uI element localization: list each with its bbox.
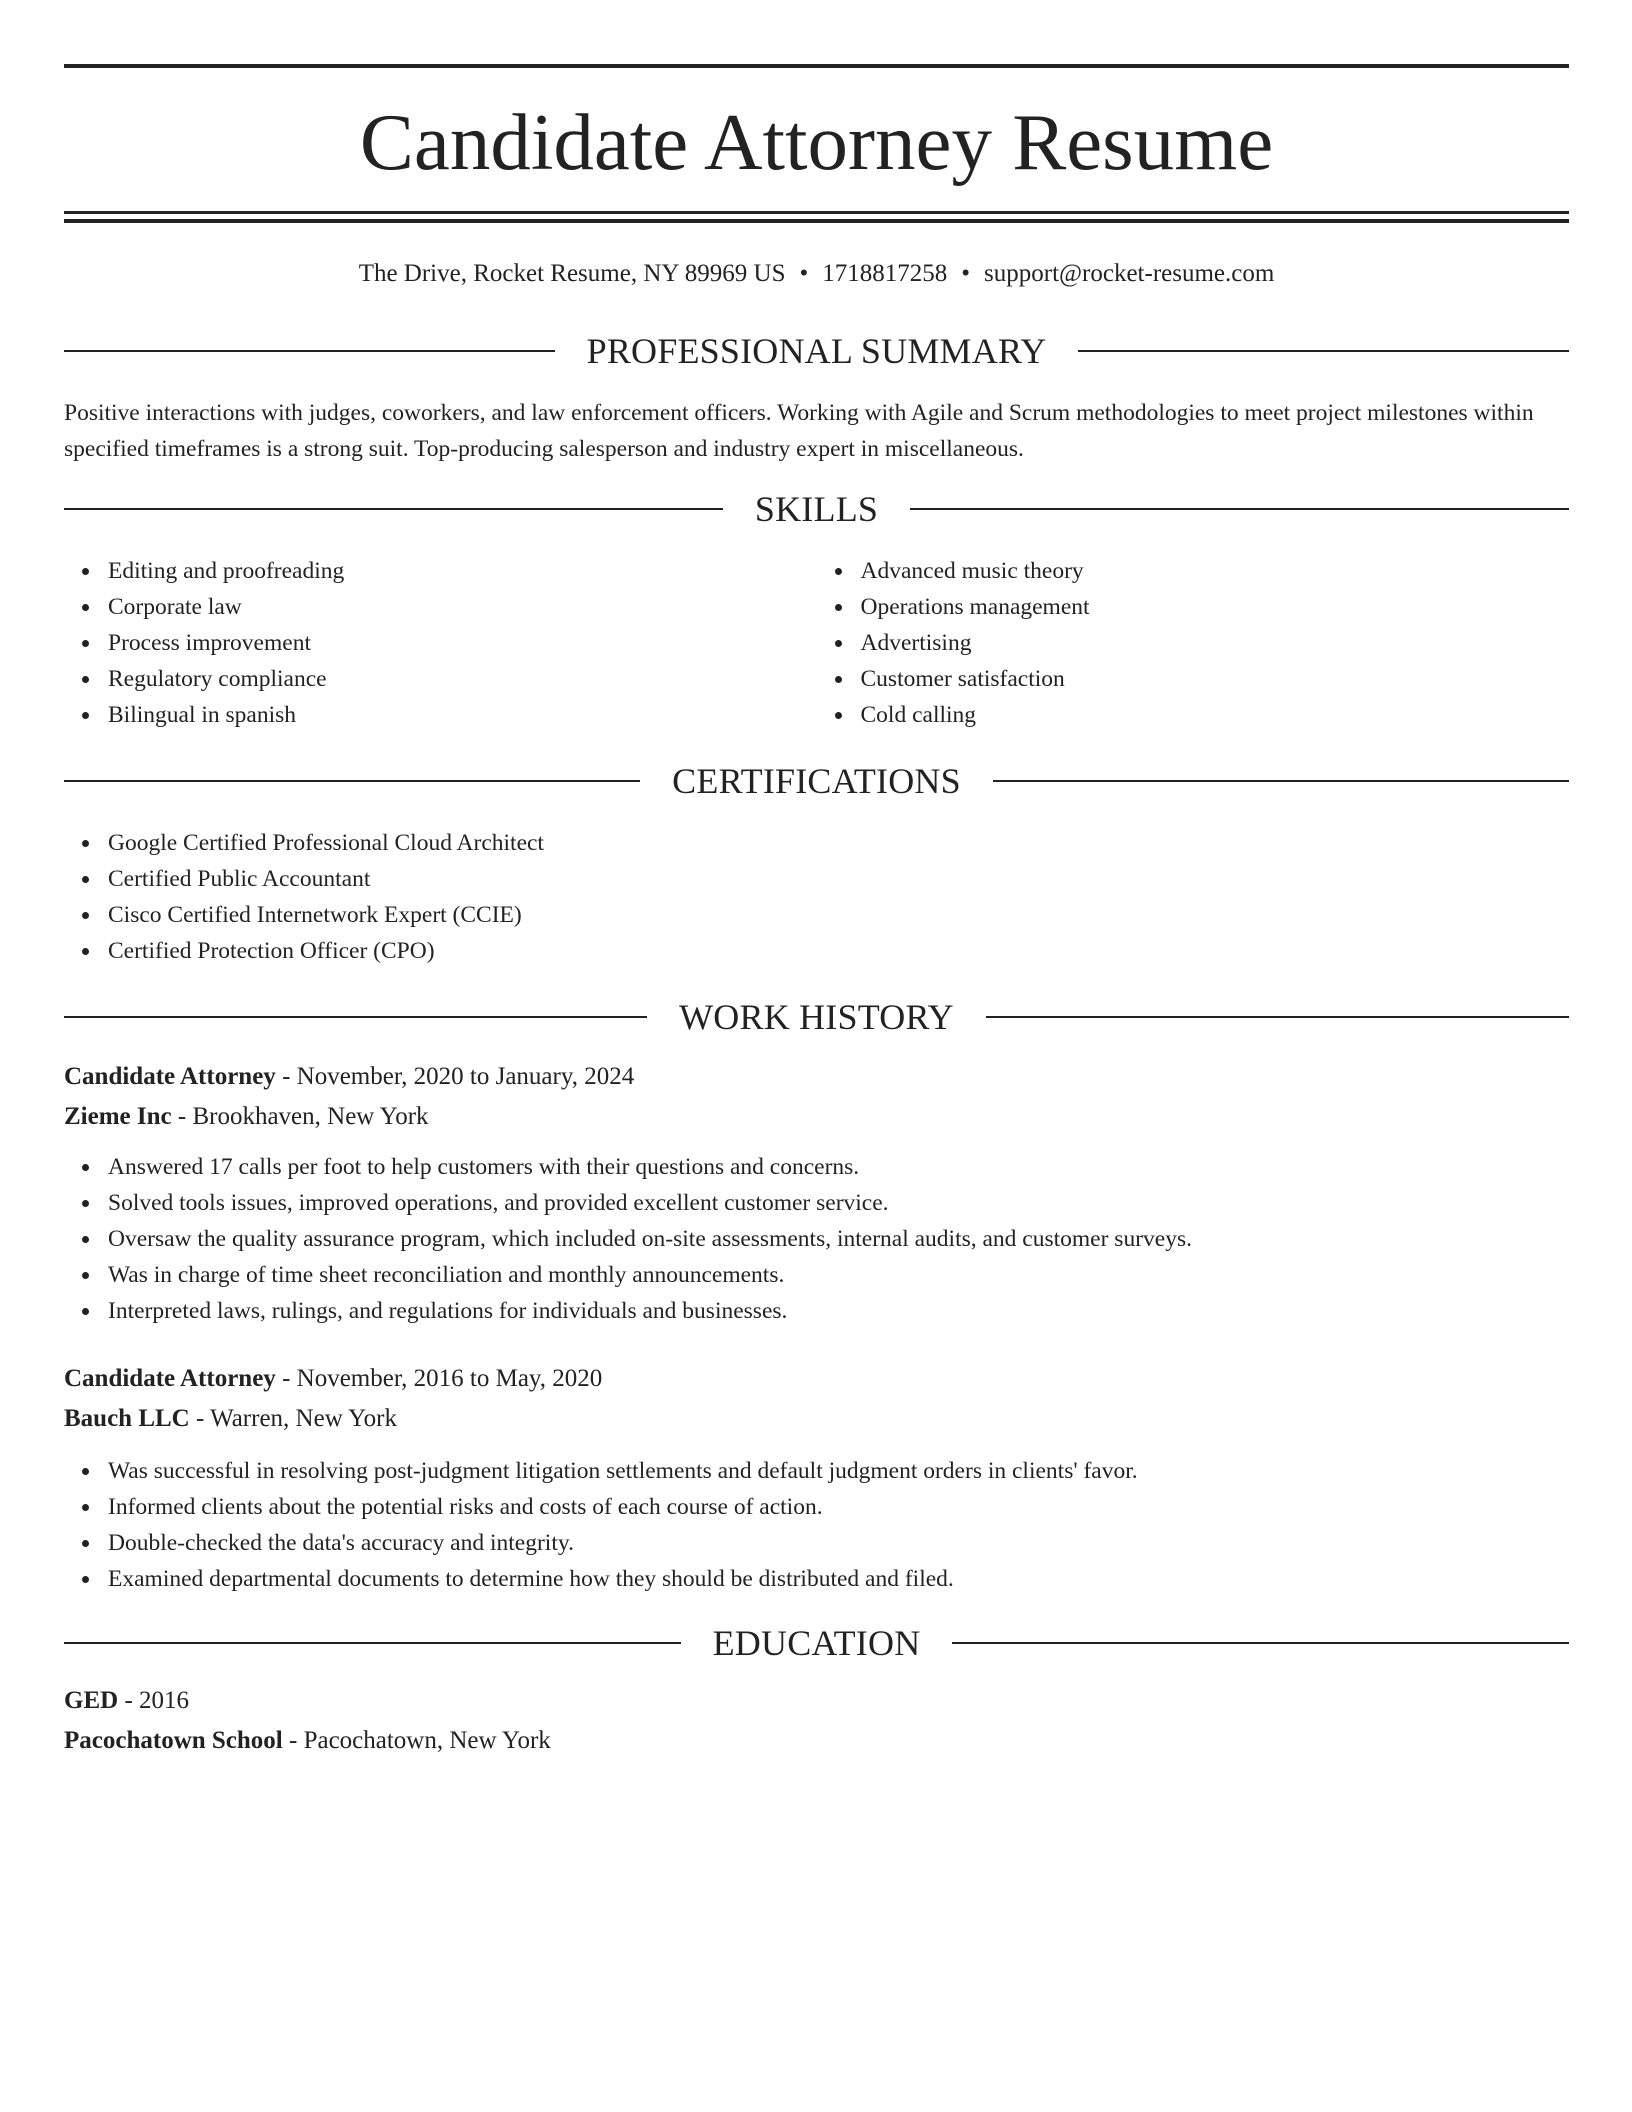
section-title: EDUCATION <box>712 1623 921 1663</box>
education-school-line <box>64 1721 1569 1761</box>
contact-separator: • <box>799 260 809 287</box>
job-duty-item: Oversaw the quality assurance program, which included on-site assessments, internal audits, and customer surveys. <box>108 1221 1569 1257</box>
heading-rule <box>952 1642 1569 1644</box>
certification-item: Google Certified Professional Cloud Architect <box>108 825 1569 861</box>
section-heading-summary <box>64 333 1569 369</box>
contact-address: The Drive, Rocket Resume, NY 89969 US <box>358 260 786 287</box>
job-entry <box>64 1057 1569 1329</box>
section-title: WORK HISTORY <box>679 997 954 1037</box>
skills-column-right <box>817 553 1570 733</box>
education-degree-line <box>64 1681 1569 1721</box>
section-title: SKILLS <box>754 489 879 529</box>
skill-item: Operations management <box>861 589 1570 625</box>
education-school: Pacochatown School <box>64 1727 283 1754</box>
job-location: - Brookhaven, New York <box>171 1103 429 1130</box>
heading-rule <box>64 508 723 510</box>
skill-item: Regulatory compliance <box>108 661 817 697</box>
job-duties-list <box>64 1453 1569 1597</box>
job-entry <box>64 1359 1569 1597</box>
education-year: - 2016 <box>118 1687 190 1714</box>
skill-item: Advanced music theory <box>861 553 1570 589</box>
contact-line <box>64 259 1569 289</box>
education-degree: GED <box>64 1687 119 1714</box>
job-duty-item: Double-checked the data's accuracy and integrity. <box>108 1525 1569 1561</box>
heading-rule <box>64 1016 647 1018</box>
job-duties-list <box>64 1149 1569 1329</box>
summary-text: Positive interactions with judges, coworkers, and law enforcement officers. Working with Agile and Scrum methodologies to meet project milestones within specified timeframes is a strong suit. Top-producing salesperson and industry expert in miscellaneous. <box>64 400 1534 462</box>
contact-email: support@rocket-resume.com <box>984 260 1275 287</box>
heading-rule <box>64 780 640 782</box>
section-title: CERTIFICATIONS <box>672 761 961 801</box>
job-duty-item: Examined departmental documents to determine how they should be distributed and filed. <box>108 1561 1569 1597</box>
heading-rule <box>64 1642 681 1644</box>
certification-item: Certified Protection Officer (CPO) <box>108 933 1569 969</box>
skill-item: Customer satisfaction <box>861 661 1570 697</box>
heading-rule <box>1078 350 1569 352</box>
title-double-rule <box>64 211 1569 223</box>
certification-item: Certified Public Accountant <box>108 861 1569 897</box>
skill-item: Editing and proofreading <box>108 553 817 589</box>
certifications-list <box>64 825 1569 969</box>
skills-grid <box>64 553 1569 733</box>
job-duty-item: Was successful in resolving post-judgment litigation settlements and default judgment orders in clients' favor. <box>108 1453 1569 1489</box>
contact-separator: • <box>961 260 971 287</box>
heading-rule <box>986 1016 1569 1018</box>
heading-rule <box>64 350 555 352</box>
resume-title: Candidate Attorney Resume <box>359 97 1274 187</box>
job-company: Bauch LLC <box>64 1405 190 1432</box>
section-title: PROFESSIONAL SUMMARY <box>586 331 1047 371</box>
section-heading-skills <box>64 491 1569 527</box>
contact-phone: 1718817258 <box>822 260 948 287</box>
job-duty-item: Solved tools issues, improved operations, and provided excellent customer service. <box>108 1185 1569 1221</box>
section-heading-certifications <box>64 763 1569 799</box>
job-duty-item: Interpreted laws, rulings, and regulations for individuals and businesses. <box>108 1293 1569 1329</box>
top-rule <box>64 64 1569 68</box>
job-dates: - November, 2020 to January, 2024 <box>275 1063 635 1090</box>
job-location: - Warren, New York <box>189 1405 397 1432</box>
job-title-line <box>64 1359 1569 1399</box>
skills-column-left <box>64 553 817 733</box>
job-title: Candidate Attorney <box>64 1365 276 1392</box>
job-company: Zieme Inc <box>64 1103 172 1130</box>
job-company-line <box>64 1097 1569 1137</box>
certification-item: Cisco Certified Internetwork Expert (CCIE) <box>108 897 1569 933</box>
job-dates: - November, 2016 to May, 2020 <box>275 1365 603 1392</box>
section-heading-work <box>64 999 1569 1035</box>
education-location: - Pacochatown, New York <box>282 1727 551 1754</box>
skill-item: Process improvement <box>108 625 817 661</box>
heading-rule <box>910 508 1569 510</box>
job-title-line <box>64 1057 1569 1097</box>
job-duty-item: Was in charge of time sheet reconciliation and monthly announcements. <box>108 1257 1569 1293</box>
heading-rule <box>993 780 1569 782</box>
job-title: Candidate Attorney <box>64 1063 276 1090</box>
job-company-line <box>64 1399 1569 1439</box>
resume-page <box>64 64 1569 1761</box>
skill-item: Advertising <box>861 625 1570 661</box>
skill-item: Cold calling <box>861 697 1570 733</box>
skill-item: Corporate law <box>108 589 817 625</box>
education-entry <box>64 1681 1569 1761</box>
job-duty-item: Answered 17 calls per foot to help customers with their questions and concerns. <box>108 1149 1569 1185</box>
skill-item: Bilingual in spanish <box>108 697 817 733</box>
job-duty-item: Informed clients about the potential risks and costs of each course of action. <box>108 1489 1569 1525</box>
section-heading-education <box>64 1625 1569 1661</box>
